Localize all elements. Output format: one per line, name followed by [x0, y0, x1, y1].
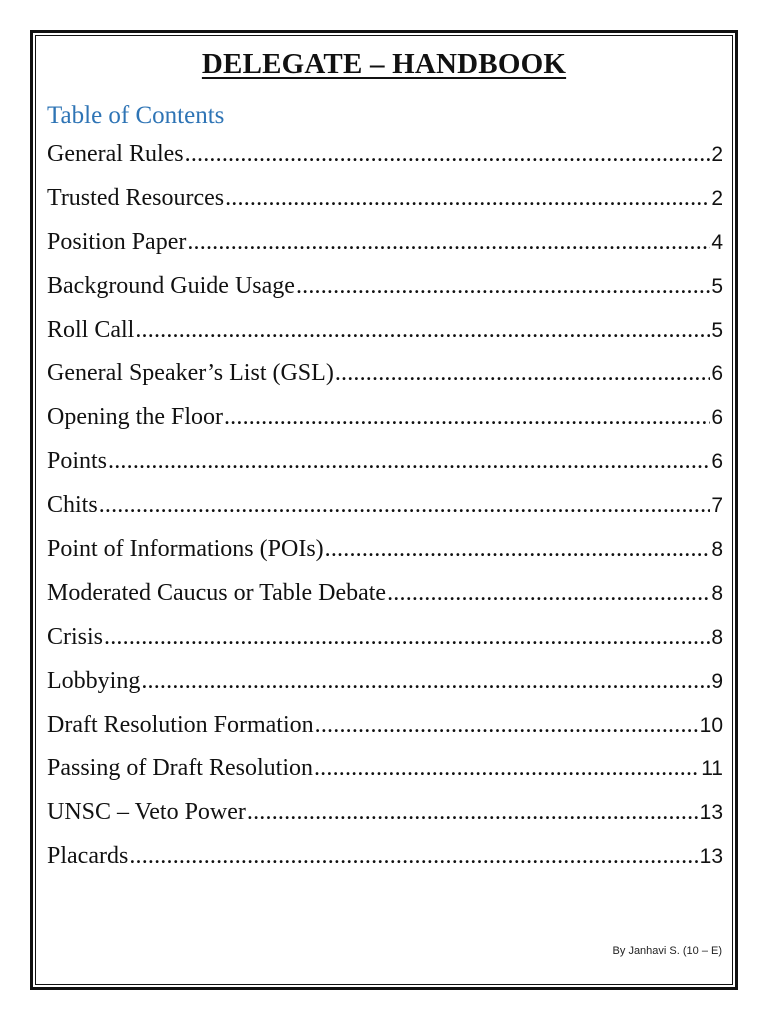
toc-heading: Table of Contents — [47, 102, 225, 129]
toc-dot-leader — [314, 752, 700, 784]
toc-entry-label: Moderated Caucus or Table Debate — [47, 579, 387, 606]
toc-dot-leader — [387, 577, 710, 609]
toc-entry-page: 13 — [699, 845, 723, 869]
toc-entry-page: 4 — [711, 230, 723, 254]
author-footer: By Janhavi S. (10 – E) — [612, 945, 722, 957]
toc-entry-label: Opening the Floor — [47, 404, 223, 431]
toc-entry-label: Position Paper — [47, 228, 187, 255]
toc-entry[interactable] — [47, 621, 723, 665]
toc-entry[interactable] — [47, 665, 723, 709]
toc-entry[interactable] — [47, 796, 723, 840]
toc-entry[interactable] — [47, 445, 723, 489]
toc-entry-page: 8 — [711, 581, 723, 605]
toc-entry-page: 2 — [711, 186, 723, 210]
toc-entry[interactable] — [47, 270, 723, 314]
toc-entry-label: Roll Call — [47, 316, 135, 343]
toc-entry-label: General Speaker’s List (GSL) — [47, 360, 334, 387]
toc-entry[interactable] — [47, 401, 723, 445]
toc-dot-leader — [315, 709, 699, 741]
document-title: DELEGATE – HANDBOOK — [201, 48, 567, 80]
toc-dot-leader — [135, 314, 710, 346]
toc-entry-page: 7 — [711, 494, 723, 518]
toc-entry-page: 9 — [711, 669, 723, 693]
table-of-contents — [47, 138, 723, 884]
toc-dot-leader — [185, 138, 711, 170]
toc-entry-page: 11 — [701, 757, 723, 781]
toc-entry[interactable] — [47, 314, 723, 358]
toc-entry[interactable] — [47, 226, 723, 270]
toc-entry-page: 8 — [711, 538, 723, 562]
toc-dot-leader — [296, 270, 710, 302]
toc-entry-page: 5 — [711, 274, 723, 298]
toc-entry[interactable] — [47, 357, 723, 401]
toc-entry-page: 10 — [699, 713, 723, 737]
toc-entry[interactable] — [47, 138, 723, 182]
toc-dot-leader — [141, 665, 710, 697]
toc-entry[interactable] — [47, 533, 723, 577]
toc-entry-page: 5 — [711, 318, 723, 342]
toc-entry-label: Draft Resolution Formation — [47, 711, 314, 738]
toc-entry-label: Background Guide Usage — [47, 272, 295, 299]
toc-entry-label: Trusted Resources — [47, 184, 225, 211]
toc-dot-leader — [129, 840, 698, 872]
toc-entry-label: Placards — [47, 843, 129, 870]
toc-dot-leader — [187, 226, 710, 258]
toc-dot-leader — [108, 445, 710, 477]
toc-entry-label: Points — [47, 448, 108, 475]
toc-dot-leader — [335, 357, 711, 389]
toc-entry[interactable] — [47, 182, 723, 226]
toc-entry[interactable] — [47, 489, 723, 533]
toc-dot-leader — [247, 796, 699, 828]
toc-entry-page: 2 — [711, 143, 723, 166]
toc-entry-page: 8 — [711, 625, 723, 649]
toc-entry-label: UNSC – Veto Power — [47, 799, 246, 826]
toc-entry-label: Chits — [47, 492, 98, 519]
toc-entry[interactable] — [47, 709, 723, 753]
toc-entry-page: 6 — [711, 362, 723, 386]
toc-entry-label: Point of Informations (POIs) — [47, 536, 324, 563]
toc-entry-label: Lobbying — [47, 667, 141, 694]
toc-entry-label: Crisis — [47, 623, 104, 650]
toc-entry-label: Passing of Draft Resolution — [47, 755, 313, 782]
toc-entry-page: 13 — [699, 801, 723, 825]
toc-dot-leader — [99, 489, 711, 521]
toc-dot-leader — [104, 621, 710, 653]
toc-entry[interactable] — [47, 752, 723, 796]
toc-entry[interactable] — [47, 577, 723, 621]
toc-entry-page: 6 — [711, 450, 723, 474]
toc-entry-label: General Rules — [47, 141, 184, 167]
toc-dot-leader — [225, 182, 710, 214]
toc-entry[interactable] — [47, 840, 723, 884]
toc-dot-leader — [224, 401, 710, 433]
toc-entry-page: 6 — [711, 406, 723, 430]
toc-dot-leader — [325, 533, 711, 565]
